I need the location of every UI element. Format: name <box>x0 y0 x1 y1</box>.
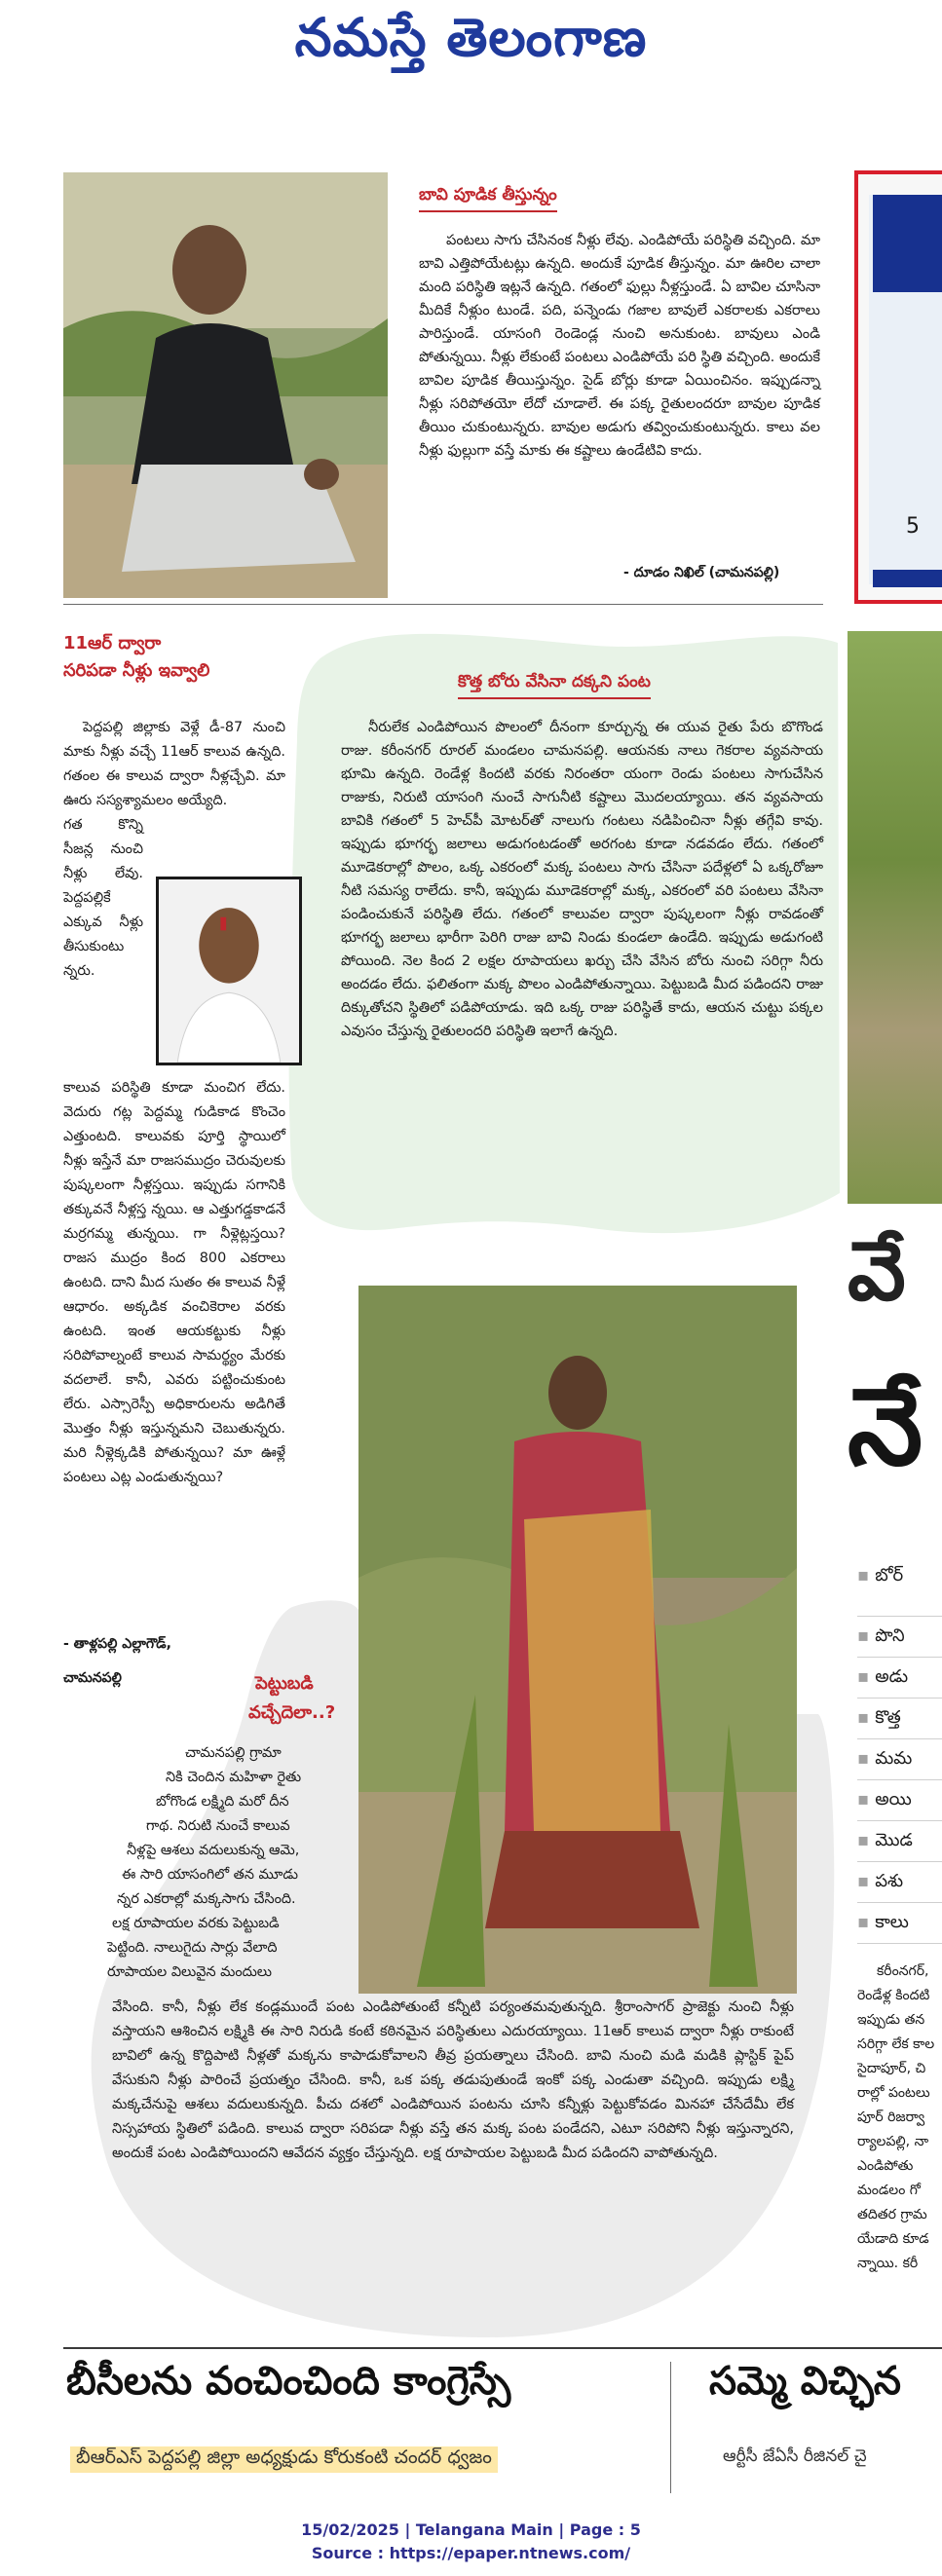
story1-body: పంటలు సాగు చేసినంక నీళ్లు లేవు. ఎండిపోయే పరిస్థితి వచ్చింది. మా బావి ఎత్తిపోయేటట్లు ఉన్నది. అందుకే పూడిక తీస్తున్నం. మా ఊరిల చాలా మంది పరిస్థితి ఇట్లనే ఉన్నది. గతంలో ఫుల్లు నీళ్లస్తుండే. ఏ బావిల చూసినా మీదికే నీళ్లుం టుండే. పది, పన్నెండు గజాల బావులే ఎకరాలకు ఎకరాలు పారిస్తుండే. యాసంగి రెండెండ్ల నుంచి అనుకుంట. బావులు ఎండి పోతున్నయి. నీళ్లు లేకుంటే పంటలు ఎండిపోయే పరి స్థితి వచ్చింది. అందుకే బావిల పూడిక తీయిస్తున్నం. సైడ్ బోర్లు కూడా ఏయించినం. ఇప్పుడన్నా నీళ్లు సరిపోతయో లేదో చూడాలే. ఈ పక్క రైతులందరూ బావుల పూడిక తీయిం చుకుంటున్నరు. బావుల అడుగు తవ్వించుకుంటున్నరు. కాలు వల నీళ్లు ఫుల్లుగా వస్తే మాకు ఈ కష్టాలు ఉండేటివి కాదు. <box>419 232 820 459</box>
story2-body-top: పెద్దపల్లి జిల్లాకు వెళ్లే డీ-87 నుంచి మాకు నీళ్లు వచ్చే 11ఆర్ కాలువ ఉన్నది. గతంల ఈ కాలువ ద్వారా నీళ్లచ్చేవి. మా ఊరు సస్యశ్యామలం అయ్యేది. <box>63 720 285 808</box>
story4-line: న్నర ఎకరాల్లో మక్కసాగు చేసింది. <box>117 1891 296 1907</box>
right-bullet: ▪ అడు <box>857 1658 942 1699</box>
divider-bottom <box>63 2347 942 2349</box>
right-column-box-header <box>873 195 942 292</box>
story4-body-wide: వేసింది. కానీ, నీళ్లు లేక కండ్లముందే పంట ఎండిపోతుంటే కన్నీటి పర్యంతమవుతున్నది. శ్రీరాంసాగర్ ప్రాజెక్టు నుంచి నీళ్లు వస్తాయని ఆశించిన లక్ష్మికి ఈ సారి నిరుడి కంటే కఠినమైన పరిస్థితులు ఎదురయ్యాయి. 11ఆర్ కాలువ ద్వారా నీళ్లు రాకుంటే బావిలో ఉన్న కొద్దిపాటి నీళ్లతో మక్కను కాపాడుకోవాలని తీవ్ర ప్రయత్నాలు చేసింది. బావి నుంచి మడి మడికి ప్లాస్టిక్ పైప్ వేసుకుని నీళ్లు పారించే ప్రయత్నం చేసింది. కానీ, ఒక పక్క తడుపుతుండే ఇంకో పక్క ఎండుతా వచ్చింది. ఇప్పుడు లక్ష్మి మక్కచేనుపై ఆశలు వదులుకున్నది. పీచు దశలో ఎండిపోయిన పంటను చూసి కన్నీళ్లు పెట్టుకోవడం మినహా చేసేదేమీ లేక నిస్సహాయ స్థితిలో పడింది. కాలువ ద్వారా సరిపడా నీళ్లు వస్తే తన మక్క పంట పండేదని, ఎటూ సరిపోని నీళ్లు ఇస్తున్నారని, అందుకే పంట ఎండిపోయిందని ఆవేదన వ్యక్తం చేస్తున్నది. లక్ష రూపాయల పెట్టుబడి మీద పడిందని వాపోతున్నది. <box>112 1998 794 2161</box>
divider-bottom-vertical <box>670 2362 671 2493</box>
photo-farmer-portrait <box>156 877 302 1065</box>
story2-byline-line2: చామనపల్లి <box>63 1670 122 1686</box>
divider-1 <box>63 604 823 605</box>
footer-mask <box>0 2503 942 2517</box>
right-column-body <box>857 1960 942 2276</box>
story4-kicker-line2: వచ్చేదెలా..? <box>248 1702 336 1723</box>
bottom-headline-right: సమ్మె విచ్ఛిన <box>709 2359 901 2404</box>
right-body-line: న్నాయి. కరీ <box>857 2256 919 2271</box>
masthead <box>0 0 942 88</box>
story4-line: రూపాయల విలువైన మందులు <box>107 1964 272 1980</box>
right-body-line: తదితర గ్రామ <box>857 2207 927 2222</box>
story4-line: పెట్టింది. నాలుగైదు సార్లు వేలాది <box>107 1940 278 1956</box>
masthead-title: నమస్తే తెలంగాణ <box>294 6 648 68</box>
footer-date-line: 15/02/2025 | Telangana Main | Page : 5 <box>301 2520 641 2539</box>
right-bullet: ▪ కాలు <box>857 1903 942 1944</box>
right-body-line: పూర్ రిజర్వా <box>857 2109 925 2125</box>
right-body-line: కరీంనగర్, <box>877 1963 929 1979</box>
story2-body-rest: కాలువ పరిస్థితి కూడా మంచిగ లేదు. వెదురు గట్ల పెద్దమ్మ గుడికాడ కొంచెం ఎత్తుంటది. కాలువకు పూర్తి స్థాయిలో నీళ్లు ఇస్తేనే మా రాజసముద్రం చెరువులకు పుష్కలంగా నీళ్లస్తయి. ఇప్పుడు సగానికి తక్కువనే నీళ్లస్త న్నయి. ఆ ఎత్తుగడ్డకాడనే మర్రగమ్మ తున్నయి. గా నీళ్లెట్లస్తయి? రాజస ముద్రం కింద 800 ఎకరాలు ఉంటది. దాని మీద సుతం ఈ కాలువ నీళ్లే ఆధారం. అక్కడిక వంచికెరాల వరకు ఉంటది. ఇంత ఆయకట్టుకు నీళ్లు సరిపోవాల్నంటే కాలువ సామర్థ్యం మేరకు వదలాలే. కానీ, ఎవరు పట్టించుకుంట లేరు. ఎస్సారెస్పీ అధికారులను అడిగితే మొత్తం నీళ్లు ఇస్తున్నమని చెబుతున్నరు. మరి నీళ్లెక్కడికి పోతున్నయి? మా ఊళ్లే పంటలు ఎట్ల ఎండుతున్నయి? <box>63 1080 285 1485</box>
story2-kicker-line2: సరిపడా నీళ్లు ఇవ్వాలి <box>63 660 210 681</box>
story4-line: నీళ్లపై ఆశలు వదులుకున్న ఆమె, <box>127 1843 300 1858</box>
right-body-line: ర్యాలపల్లి, నా <box>857 2134 929 2149</box>
story4-kicker-line1: పెట్టుబడి <box>255 1673 314 1694</box>
story3-kicker: కొత్త బోరు వేసినా దక్కని పంట <box>458 672 651 699</box>
story4-line: లక్ష రూపాయల వరకు పెట్టుబడి <box>112 1916 280 1931</box>
bottom-headline-left: బీసీలను వంచించింది కాంగ్రెస్సే <box>66 2359 511 2404</box>
right-body-line: సైదాపూర్, చి <box>857 2061 926 2076</box>
story1-byline: - దూడం నిఖిల్ (చామనపల్లి) <box>623 565 780 580</box>
right-column-box-footer <box>873 570 942 587</box>
right-bullet: ▪ కొత్త <box>857 1699 942 1739</box>
right-body-line: మండలం గో <box>857 2183 921 2198</box>
story2-kicker-line1: 11ఆర్ ద్వారా <box>63 633 162 653</box>
story4-line: చామనపల్లి గ్రామా <box>185 1745 282 1761</box>
right-bullet: ▪ మొడ <box>857 1821 942 1862</box>
story4-line: గాథ. నిరుటి నుంచే కాలువ <box>146 1818 290 1834</box>
photo-young-farmer <box>63 172 388 598</box>
right-column-bullets <box>857 1556 942 1944</box>
right-body-line: ఎండిపోతు <box>857 2158 914 2174</box>
right-body-line: రాల్లో పంటలు <box>857 2085 930 2101</box>
story3-body: నీరులేక ఎండిపోయిన పొలంలో దీనంగా కూర్చున్న ఈ యువ రైతు పేరు బొగొండ రాజు. కరీంనగర్ రూరల్ మండలం చామనపల్లి. ఆయనకు నాలు గెకరాల వ్యవసాయ భూమి ఉన్నది. రెండేళ్ల కిందటి వరకు నిరంతరా యంగా రెండు పంటలు సాగుచేసిన రాజుకు, నిరుటి యాసంగి నుంచే సాగునీటి కష్టాలు మొదలయ్యాయి. తన వ్యవసాయ బావికి గతంలో 5 హెచ్‌పీ మోటర్‌తో నాలుగు గంటలు నడిపించినా నీళ్లు తగ్గేవి కావు. ఇప్పుడు భూగర్భ జలాలు అడుగంటడంతో అరగంట కూడా నడవడం లేదు. గతంలో మూడెకరాల్లో పొలం, ఒక్క ఎకరంలో మక్క పంటలు సాగు చేసినా పదేళ్లలో ఏ ఒక్కరోజూ నీటి సమస్య రాలేదు. కానీ, ఇప్పుడు మూడెకరాల్లో మక్క, ఎకరంలో వరి పంటలు వేసినా పండించుకునే పరిస్థితి లేదు. గతంలో కాలువల ద్వారా పుష్కలంగా నీళ్లు రావడంతో భూగర్భ జలాలు భారీగా పెరిగి రాజు బావి నిండు కుండలా ఉండేది. ఇప్పుడు అడుగంటి పోయింది. నెల కింద 2 లక్షల రూపాయలు ఖర్చు చేసి వేసిన బోరు నుంచి సరిగ్గా నీరు అందడం లేదు. ఫలితంగా మక్క పొలం ఎండిపోతున్నాయి. పెట్టుబడి మీద పడిందని రాజు దిక్కుతోచని స్థితిలో పడిపోయాడు. ఇది ఒక్క రాజు పరిస్థితే కాదు, ఆయన చుట్టు పక్కల ఎవుసం చేస్తున్న రైతులందరి పరిస్థితి ఇలాగే ఉన్నది. <box>341 719 823 1039</box>
story1-kicker: బావి పూడిక తీస్తున్నం <box>419 185 557 212</box>
bottom-subhead-left: బీఆర్‌ఎస్ పెద్దపల్లి జిల్లా అధ్యక్షుడు కోరుకంటి చందర్ ధ్వజం <box>70 2446 498 2473</box>
right-bullet: ▪ బోర్ <box>857 1556 942 1617</box>
story4-line: బోగొండ లక్ష్మిది మరో దీన <box>156 1794 289 1810</box>
right-bullet: ▪ పశు <box>857 1862 942 1903</box>
story4-line: ఈ సారి యాసంగిలో తన మూడు <box>122 1867 299 1883</box>
right-body-line: సరిగ్గా లేక కాల <box>857 2036 935 2052</box>
bottom-subhead-right: ఆర్టీసీ జేఏసీ రీజినల్ చై <box>723 2446 867 2466</box>
right-bullet: ▪ మమ <box>857 1739 942 1780</box>
right-bullet: ▪ అయి <box>857 1780 942 1821</box>
story2-body-narrow: గత కొన్ని సీజన్ల నుంచి నీళ్లు లేవు. పెద్దపల్లికే ఎక్కువ నీళ్లు తీసుకుంటు న్నరు. <box>63 817 143 979</box>
right-column-box-number: 5 <box>906 514 920 539</box>
photo-dry-field <box>848 631 942 1204</box>
right-body-line: రెండేళ్ల కిందటి <box>857 1988 930 2003</box>
right-body-line: యేడాది కూడ <box>857 2231 929 2247</box>
right-bullet: ▪ పొని <box>857 1617 942 1658</box>
photo-woman-farmer <box>358 1286 797 1994</box>
right-column-headline-1: వే <box>848 1222 906 1319</box>
story4-body-lines <box>107 1741 351 1985</box>
story2-byline-line1: - తాళ్లపల్లి ఎల్లాగౌడ్, <box>63 1636 171 1652</box>
right-column-headline-2: నే <box>848 1363 923 1489</box>
footer-source-line: Source : https://epaper.ntnews.com/ <box>311 2544 631 2562</box>
right-body-line: ఇప్పుడు తన <box>857 2012 925 2028</box>
story4-line: నికి చెందిన మహిళా రైతు <box>166 1770 302 1785</box>
